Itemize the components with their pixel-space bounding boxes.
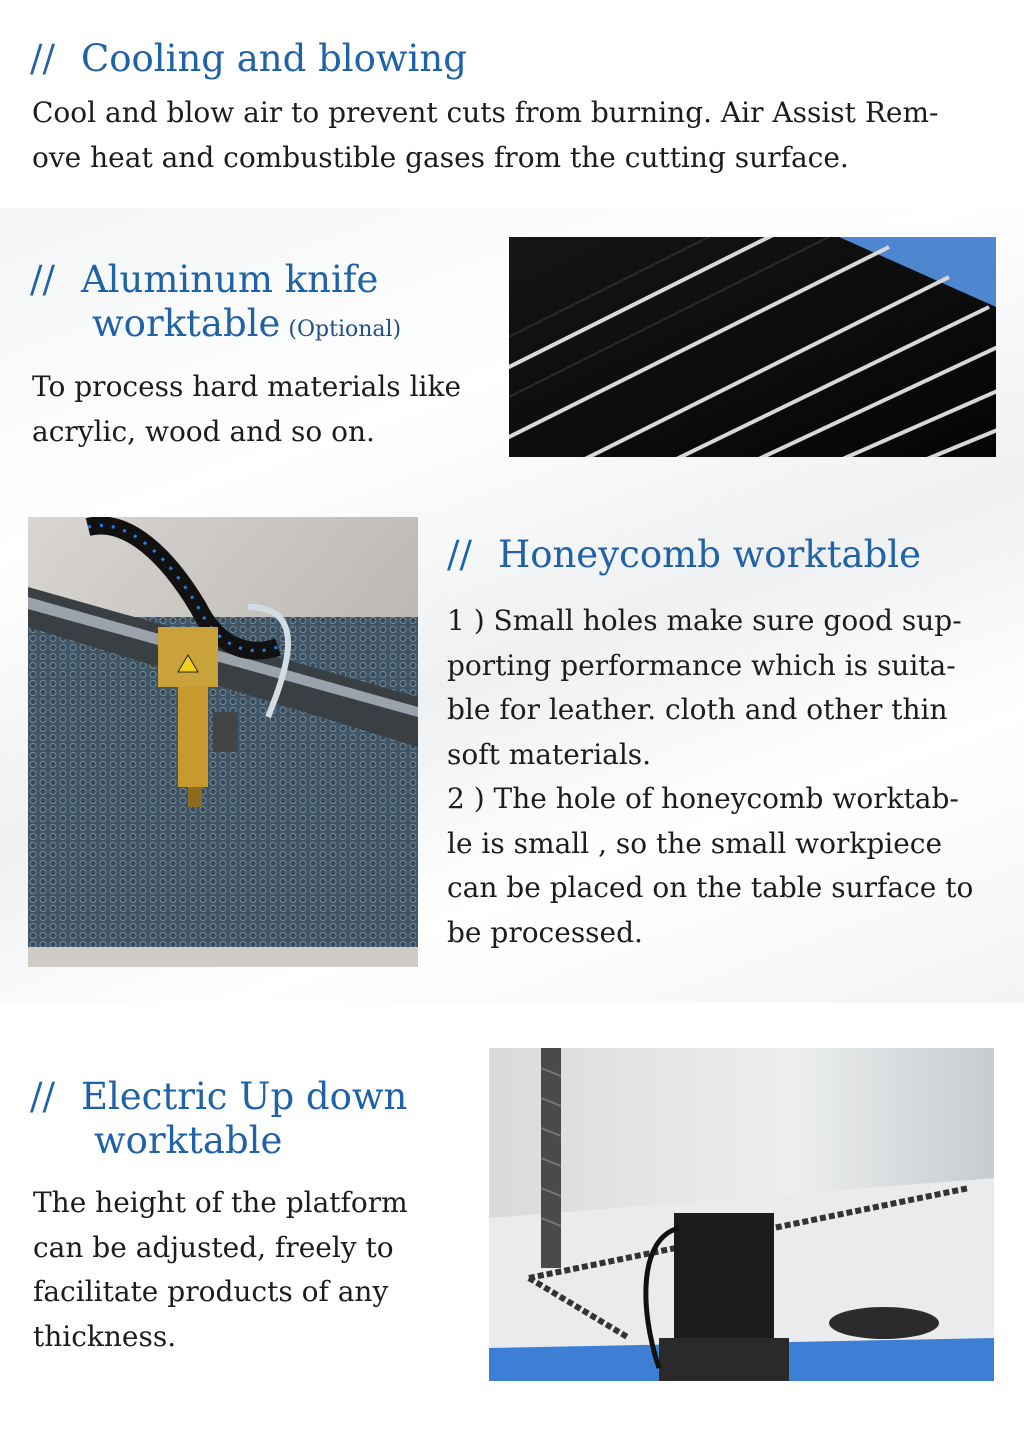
cooling-heading [30, 37, 467, 81]
cooling-line-2: ove heat and combustible gases from the cutting surface. [32, 140, 849, 174]
updown-line: facilitate products of any [33, 1275, 389, 1308]
updown-description [33, 1181, 408, 1359]
aluminum-line-2: acrylic, wood and so on. [32, 414, 375, 448]
honeycomb-line: ble for leather. cloth and other thin [447, 693, 948, 726]
aluminum-description [32, 365, 461, 454]
honeycomb-title: Honeycomb worktable [497, 533, 922, 576]
optional-label: (Optional) [288, 317, 402, 342]
heading-slashes: // [30, 37, 55, 80]
honeycomb-line: 1 ) Small holes make sure good sup- [447, 604, 962, 637]
heading-slashes: // [447, 533, 472, 576]
honeycomb-heading [447, 533, 921, 577]
updown-motor-photo [489, 1048, 994, 1381]
aluminum-title-line-2-wrap [30, 302, 401, 352]
aluminum-heading [30, 258, 401, 352]
updown-heading [30, 1075, 407, 1163]
updown-title-line-2: worktable [94, 1119, 283, 1162]
honeycomb-description [447, 599, 973, 955]
aluminum-title-line-1: Aluminum knife [80, 258, 379, 301]
updown-title-line-1: Electric Up down [80, 1075, 408, 1118]
heading-slashes: // [30, 1075, 55, 1118]
honeycomb-line: porting performance which is suita- [447, 648, 956, 682]
honeycomb-line: le is small , so the small workpiece [447, 826, 943, 860]
aluminum-title-line-2: worktable [92, 302, 281, 345]
heading-slashes: // [30, 258, 55, 301]
aluminum-line-1: To process hard materials like [32, 370, 462, 403]
cooling-description [32, 91, 939, 180]
honeycomb-photo [28, 517, 418, 967]
cooling-title: Cooling and blowing [80, 37, 467, 80]
honeycomb-line: can be placed on the table surface to [447, 871, 974, 904]
honeycomb-line: 2 ) The hole of honeycomb worktab- [447, 782, 959, 815]
updown-line: thickness. [33, 1319, 177, 1353]
honeycomb-line: be processed. [447, 915, 643, 949]
aluminum-blade-photo [509, 237, 996, 457]
honeycomb-line: soft materials. [447, 737, 652, 771]
cooling-line-1: Cool and blow air to prevent cuts from burning. Air Assist Rem- [32, 96, 939, 129]
updown-line: The height of the platform [33, 1186, 408, 1219]
updown-line: can be adjusted, freely to [33, 1230, 394, 1264]
